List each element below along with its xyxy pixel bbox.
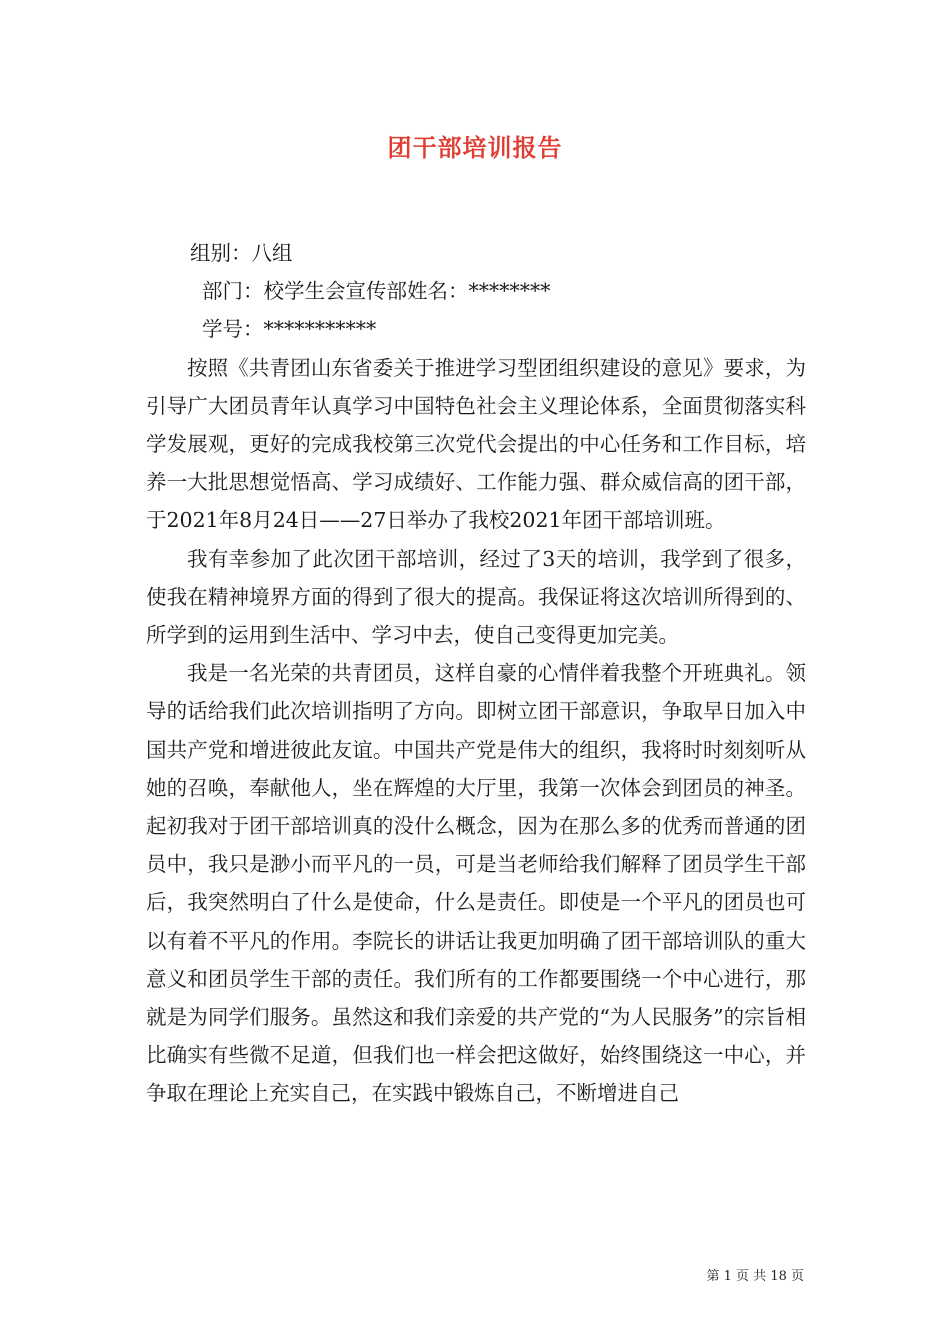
department-line: 部门：校学生会宣传部姓名：******** — [202, 279, 551, 304]
group-line: 组别：八组 — [190, 241, 293, 265]
paragraph-participation: 我有幸参加了此次团干部培训，经过了3天的培训，我学到了很多，使我在精神境界方面的得到了很大的提高。我保证将这次培训所得到的、所学到的运用到生活中、学习中去，使自己变得更加完美。 — [146, 546, 806, 648]
document-body — [146, 234, 806, 1113]
student-id-line: 学号：*********** — [202, 317, 377, 342]
document-title: 团干部培训报告 — [387, 133, 563, 162]
paragraph-reflection: 我是一名光荣的共青团员，这样自豪的心情伴着我整个开班典礼。领导的话给我们此次培训指明了方向。即树立团干部意识，争取早日加入中国共产党和增进彼此友谊。中国共产党是伟大的组织，我将时时刻刻听从她的召唤，奉献他人，坐在辉煌的大厅里，我第一次体会到团员的神圣。起初我对于团干部培训真的没什么概念，因为在那么多的优秀而普通的团员中，我只是渺小而平凡的一员，可是当老师给我们解释了团员学生干部后，我突然明白了什么是使命，什么是责任。即使是一个平凡的团员也可以有着不平凡的作用。李院长的讲话让我更加明确了团干部培训队的重大意义和团员学生干部的责任。我们所有的工作都要围绕一个中心进行，那就是为同学们服务。虽然这和我们亲爱的共产党的“为人民服务”的宗旨相比确实有些微不足道，但我们也一样会把这做好，始终围绕这一中心，并争取在理论上充实自己，在实践中锻炼自己，不断增进自己 — [146, 661, 806, 1106]
paragraph-intro: 按照《共青团山东省委关于推进学习型团组织建设的意见》要求，为引导广大团员青年认真学习中国特色社会主义理论体系，全面贯彻落实科学发展观，更好的完成我校第三次党代会提出的中心任务和工作目标，培养一大批思想觉悟高、学习成绩好、工作能力强、群众威信高的团干部，于2021年8月24日——27日举办了我校2021年团干部培训班。 — [146, 355, 806, 533]
page-indicator: 第 1 页 共 18 页 — [706, 1269, 804, 1284]
